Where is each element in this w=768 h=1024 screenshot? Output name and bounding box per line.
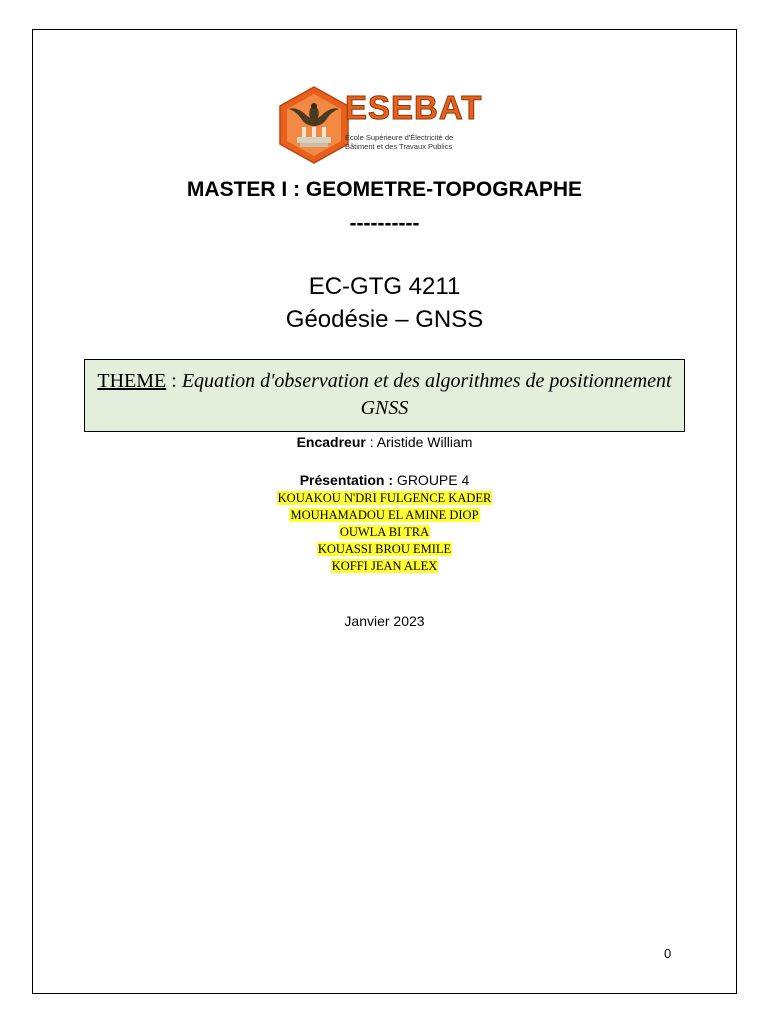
member-name: KOUAKOU N'DRI FULGENCE KADER xyxy=(277,491,492,505)
document-date: Janvier 2023 xyxy=(344,613,425,629)
theme-separator: : xyxy=(166,370,182,392)
supervisor-name: Aristide William xyxy=(376,434,473,450)
list-item xyxy=(32,524,737,541)
program-title: MASTER I : GEOMETRE-TOPOGRAPHE xyxy=(186,178,583,201)
member-name: KOUASSI BROU EMILE xyxy=(317,542,452,556)
member-name: MOUHAMADOU EL AMINE DIOP xyxy=(290,508,479,522)
theme-box xyxy=(84,359,685,432)
list-item xyxy=(32,541,737,558)
school-logo xyxy=(275,85,493,165)
member-name: KOFFI JEAN ALEX xyxy=(331,559,438,573)
title-separator: ---------- xyxy=(349,212,420,235)
list-item xyxy=(32,507,737,524)
supervisor-line xyxy=(32,433,737,451)
school-brand-name: ESEBAT xyxy=(345,89,483,126)
list-item xyxy=(32,558,737,575)
presentation-label: Présentation : xyxy=(299,472,394,488)
supervisor-separator: : xyxy=(365,434,377,450)
page-number: 0 xyxy=(664,946,672,961)
theme-label: THEME xyxy=(97,370,167,392)
theme-text: Equation d'observation et des algorithmes de positionnement GNSS xyxy=(181,370,672,419)
member-name: OUWLA BI TRA xyxy=(339,525,430,539)
course-name: Géodésie – GNSS xyxy=(285,306,484,333)
presentation-group: GROUPE 4 xyxy=(393,472,470,488)
supervisor-label: Encadreur xyxy=(296,434,366,450)
school-name-line-1: École Supérieure d'Électricité de xyxy=(345,133,454,142)
presentation-line xyxy=(32,471,737,489)
eagle-emblem-icon xyxy=(275,85,353,165)
member-list xyxy=(32,490,737,575)
list-item xyxy=(32,490,737,507)
school-full-name xyxy=(345,133,493,151)
school-name-line-2: Bâtiment et des Travaux Publics xyxy=(345,142,453,151)
course-code: EC-GTG 4211 xyxy=(308,273,461,300)
